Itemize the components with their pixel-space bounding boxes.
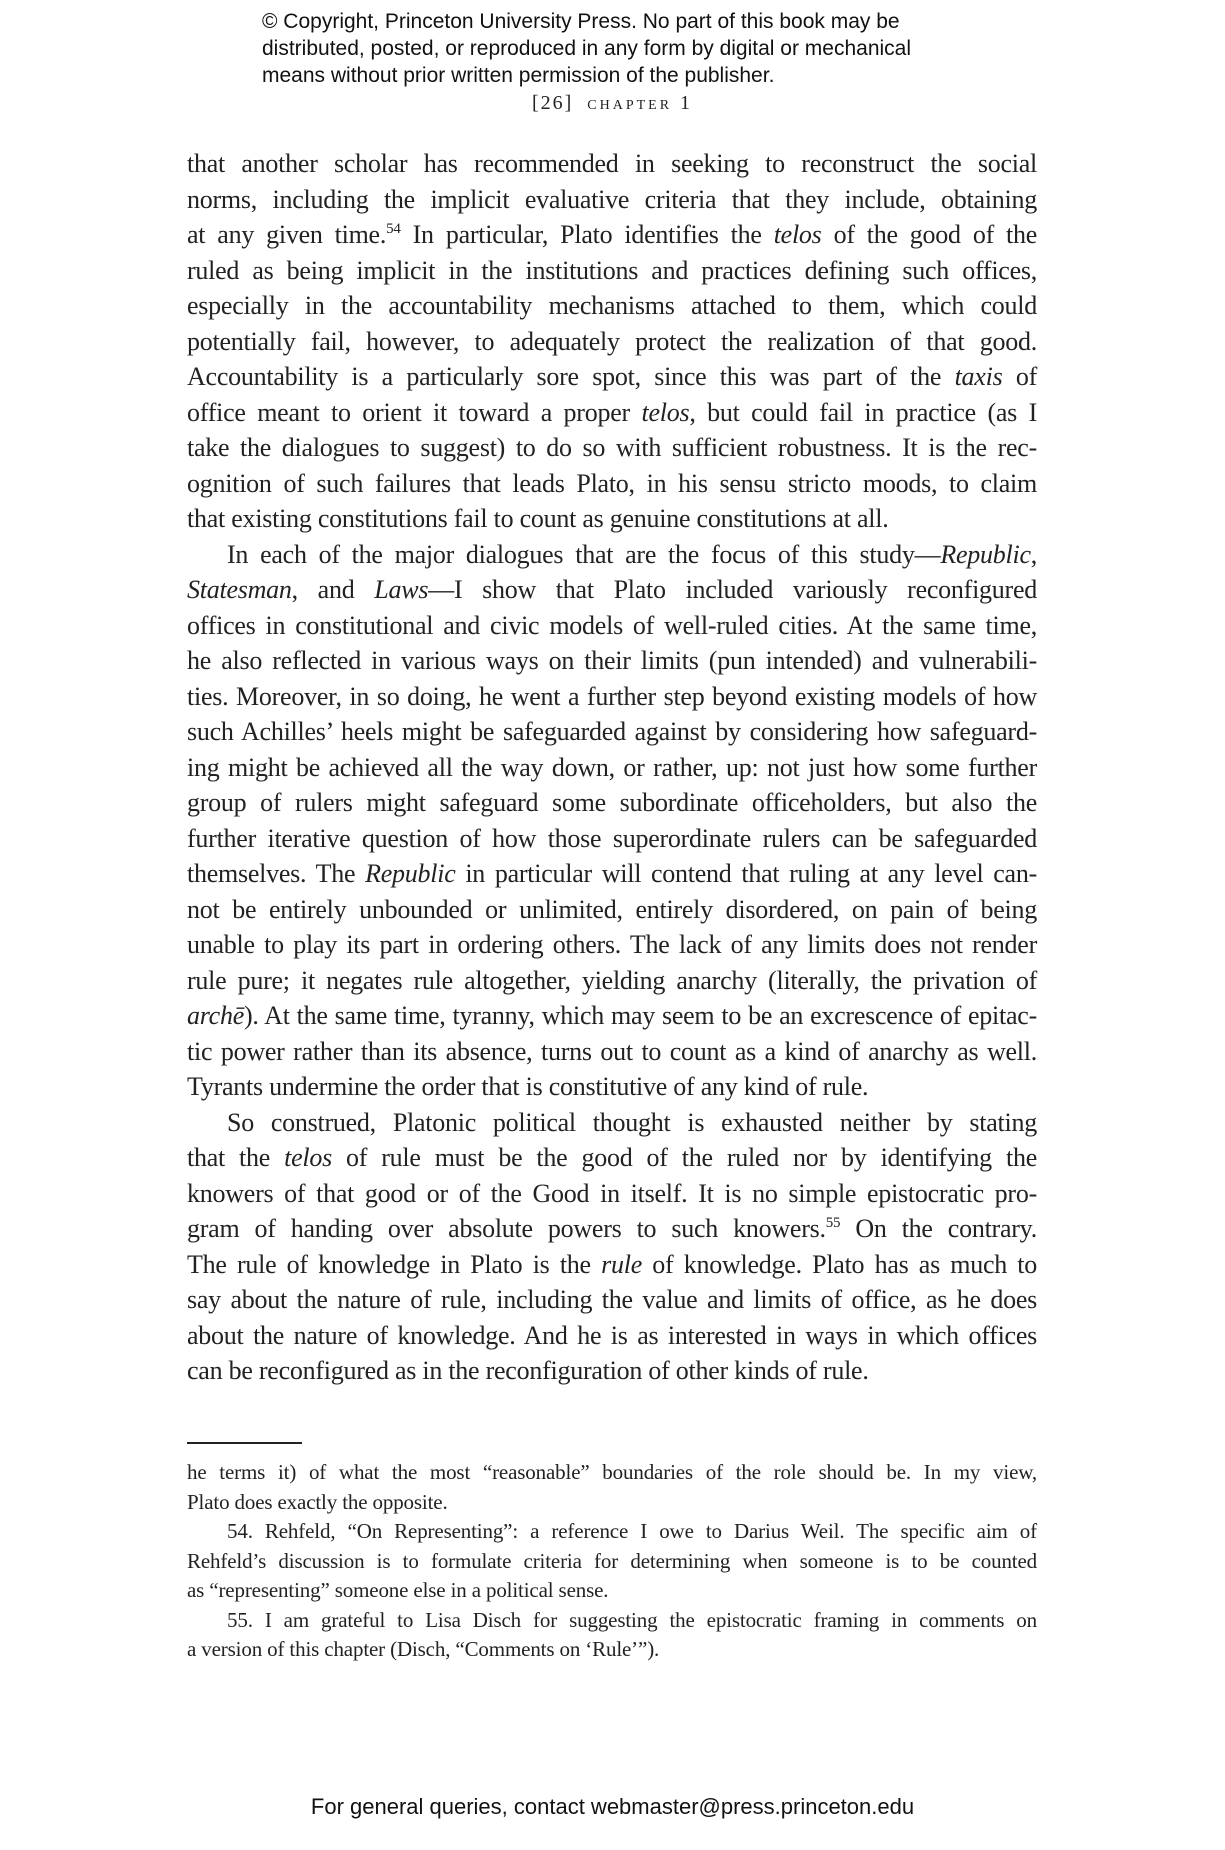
paragraph-1 — [187, 146, 1037, 537]
footnote-54 — [187, 1517, 1037, 1606]
footnote-continuation — [187, 1458, 1037, 1517]
text-line: such Achilles’ heels might be safeguarded against by considering how safeguard- — [187, 717, 1037, 746]
footnote-line: 54. Rehfeld, “On Representing”: a reference I owe to Darius Weil. The specific aim of — [227, 1519, 1037, 1543]
footnote-line: 55. I am grateful to Lisa Disch for suggesting the epistocratic framing in comments on — [227, 1607, 1037, 1632]
chapter-label: chapter 1 — [587, 92, 694, 114]
footnote-ref-55[interactable]: 55 — [825, 1215, 841, 1231]
copyright-notice — [262, 8, 1022, 89]
page-number: [26] — [531, 92, 574, 114]
text-line: tic power rather than its absence, turns out to count as a kind of anarchy as well. — [187, 1036, 1037, 1066]
running-head — [0, 92, 1225, 115]
text-line: knowers of that good or of the Good in itself. It is no simple epistocratic pro- — [187, 1178, 1037, 1208]
text-line: offices in constitutional and civic models of well-ruled cities. At the same time, — [187, 610, 1037, 640]
text-line: Statesman, and Laws—I show that Plato included variously reconfigured — [187, 575, 1037, 604]
text-line: rule pure; it negates rule altogether, yielding anarchy (literally, the privation of — [187, 965, 1037, 995]
text-line: So construed, Platonic political thought is exhausted neither by stating — [227, 1107, 1037, 1137]
text-line: Accountability is a particularly sore spot, since this was part of the taxis of — [187, 362, 1037, 391]
text-line: themselves. The Republic in particular will contend that ruling at any level can- — [187, 859, 1038, 888]
text-line: not be entirely unbounded or unlimited, entirely disordered, on pain of being — [187, 894, 1037, 924]
text-line: ties. Moreover, in so doing, he went a further step beyond existing models of how — [187, 681, 1037, 711]
text-line: say about the nature of rule, including the value and limits of office, as he does — [187, 1285, 1037, 1314]
footnote-55 — [187, 1606, 1037, 1665]
text-line: In each of the major dialogues that are the focus of this study—Republic, — [227, 539, 1037, 569]
copyright-line: © Copyright, Princeton University Press. No part of this book may be — [262, 10, 900, 33]
footnote-line: a version of this chapter (Disch, “Comments on ‘Rule’”). — [187, 1637, 660, 1661]
main-text — [187, 146, 1037, 1389]
text-line: that another scholar has recommended in seeking to reconstruct the social — [187, 149, 1037, 178]
text-line: especially in the accountability mechanisms attached to them, which could — [187, 291, 1037, 320]
text-line: gram of handing over absolute powers to such knowers.$^{55}$ On the contrary. — [187, 1214, 1037, 1243]
text-line: that the telos of rule must be the good of the ruled nor by identifying the — [187, 1143, 1037, 1172]
text-line: at any given time.$^{54}$ In particular, Plato identifies the telos of the good of the — [187, 220, 1038, 249]
footnote-line: as “representing” someone else in a political sense. — [187, 1578, 609, 1602]
text-line: norms, including the implicit evaluative criteria that they include, obtaining — [187, 184, 1037, 214]
text-line: about the nature of knowledge. And he is as interested in ways in which offices — [187, 1320, 1037, 1350]
paragraph-3 — [187, 1105, 1037, 1389]
footer-contact: For general queries, contact webmaster@press.princeton.edu — [310, 1794, 915, 1819]
text-line: ognition of such failures that leads Plato, in his sensu stricto moods, to claim — [187, 468, 1037, 498]
text-line: unable to play its part in ordering others. The lack of any limits does not render — [187, 930, 1037, 959]
text-line: The rule of knowledge in Plato is the rule of knowledge. Plato has as much to — [187, 1249, 1037, 1279]
copyright-line: means without prior written permission of the publisher. — [262, 64, 775, 87]
text-line: group of rulers might safeguard some subordinate officeholders, but also the — [187, 788, 1037, 817]
text-line: ruled as being implicit in the institutions and practices defining such offices, — [187, 255, 1037, 285]
text-line: he also reflected in various ways on their limits (pun intended) and vulnerabili- — [187, 646, 1037, 675]
text-line: ing might be achieved all the way down, or rather, up: not just how some further — [187, 752, 1037, 782]
footnote-line: he terms it) of what the most “reasonable” boundaries of the role should be. In my view, — [187, 1460, 1037, 1484]
footnote-divider — [187, 1442, 302, 1444]
footnote-ref-54[interactable]: 54 — [386, 221, 401, 237]
text-line: can be reconfigured as in the reconfiguration of other kinds of rule. — [187, 1356, 869, 1385]
text-line: Tyrants undermine the order that is constitutive of any kind of rule. — [187, 1072, 869, 1101]
text-line: further iterative question of how those superordinate rulers can be safeguarded — [187, 823, 1037, 853]
paragraph-2 — [187, 537, 1037, 1105]
footnotes — [187, 1458, 1037, 1665]
text-line: potentially fail, however, to adequately protect the realization of that good. — [187, 326, 1037, 356]
text-line: that existing constitutions fail to count as genuine constitutions at all. — [187, 504, 889, 533]
text-line: office meant to orient it toward a proper telos, but could fail in practice (as I — [187, 397, 1037, 427]
footnote-line: Rehfeld’s discussion is to formulate criteria for determining when someone is to be counted — [187, 1548, 1037, 1573]
footnote-line: Plato does exactly the opposite. — [187, 1489, 448, 1514]
text-line: take the dialogues to suggest) to do so with sufficient robustness. It is the rec- — [187, 433, 1037, 462]
copyright-line: distributed, posted, or reproduced in any form by digital or mechanical — [262, 37, 912, 60]
text-line: archē). At the same time, tyranny, which may seem to be an excrescence of epitac- — [187, 1001, 1037, 1030]
